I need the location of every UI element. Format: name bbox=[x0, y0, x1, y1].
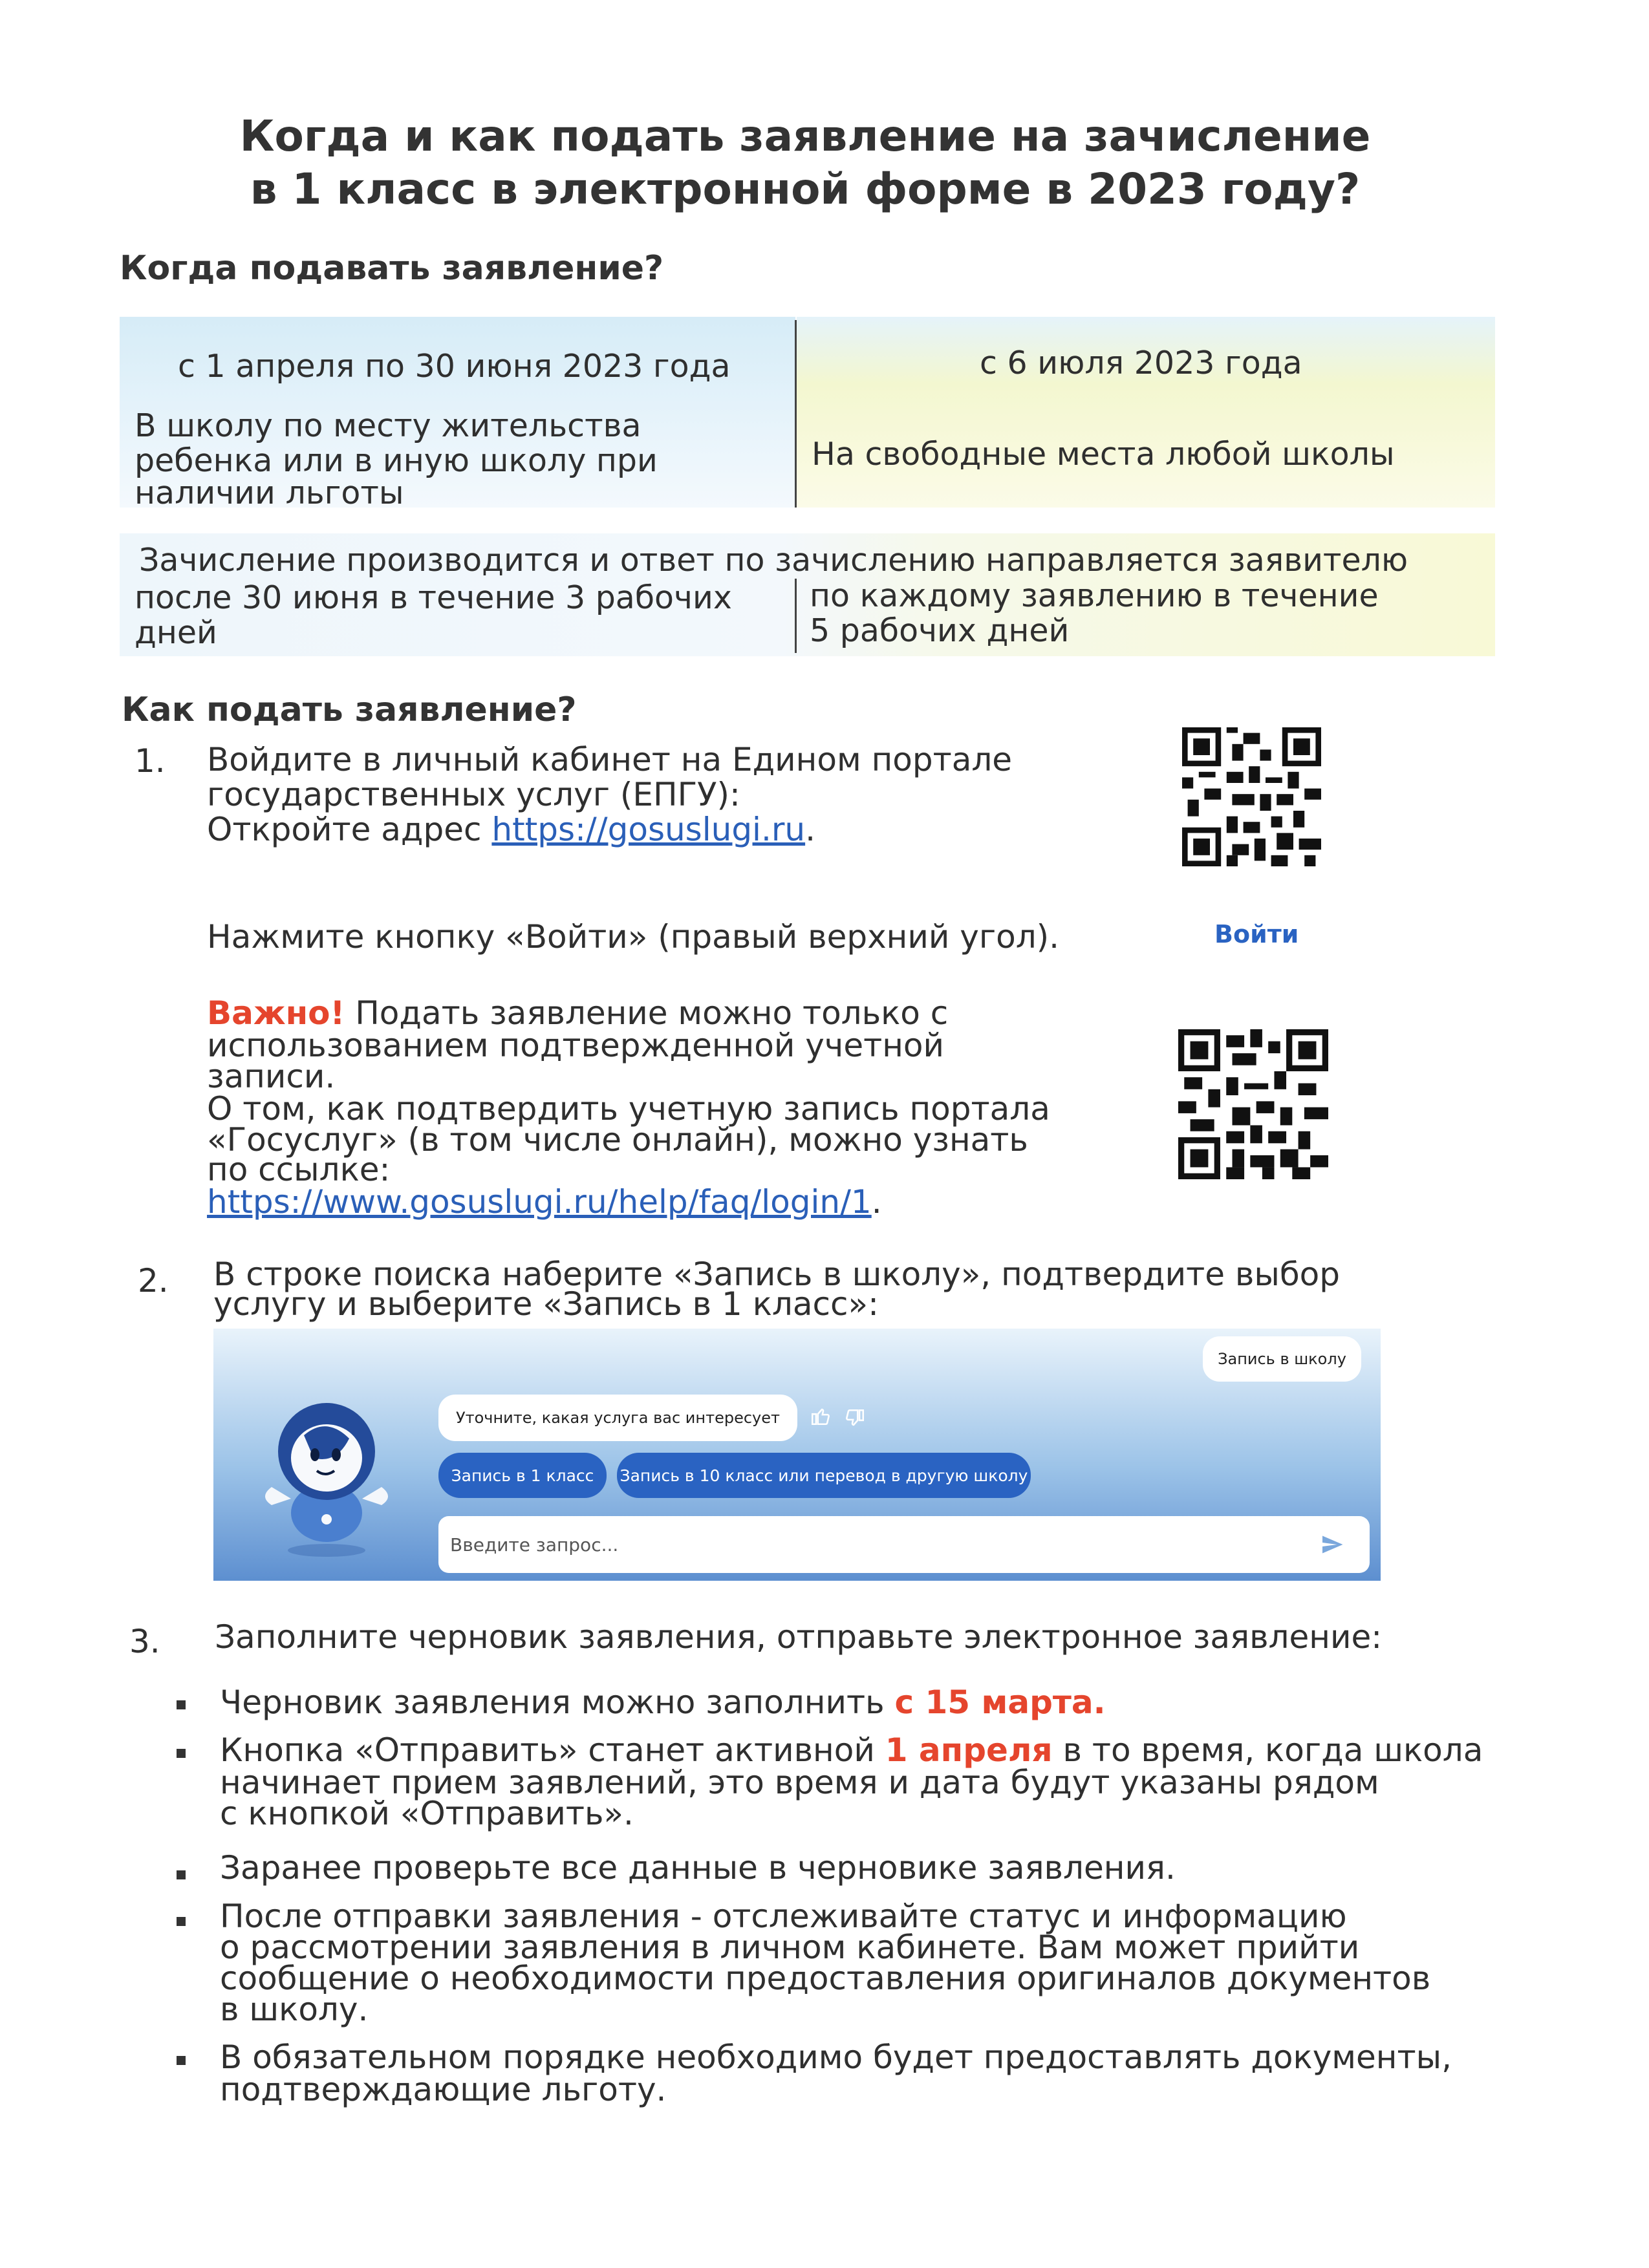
robot-assistant-icon bbox=[252, 1390, 401, 1565]
title-line-2: в 1 класс в электронной форме в 2023 году? bbox=[250, 164, 1361, 214]
important-label: Важно! bbox=[207, 994, 345, 1032]
open-suffix: . bbox=[805, 811, 815, 848]
bullet-5-line: В обязательном порядке необходимо будет предоставлять документы, bbox=[220, 2038, 1452, 2076]
enroll-left-line: после 30 июня в течение 3 рабочих bbox=[135, 579, 732, 616]
desc-right: На свободные места любой школы bbox=[812, 436, 1395, 473]
bullet-icon bbox=[177, 1700, 186, 1709]
step-2-line: услугу и выберите «Запись в 1 класс»: bbox=[213, 1285, 879, 1323]
important-line: записи. bbox=[207, 1058, 336, 1095]
when-heading: Когда подавать заявление? bbox=[120, 249, 664, 288]
important-line: по ссылке: bbox=[207, 1151, 391, 1188]
enroll-divider bbox=[795, 579, 797, 653]
faq-suffix: . bbox=[871, 1183, 882, 1221]
important-line-1 bbox=[207, 996, 1050, 1031]
open-prefix: Откройте адрес bbox=[207, 811, 492, 848]
important-line: О том, как подтвердить учетную запись портала bbox=[207, 1090, 1050, 1128]
bullet-2-line: начинает прием заявлений, это время и дата будут указаны рядом bbox=[220, 1764, 1379, 1801]
step-1-line: государственных услуг (ЕПГУ): bbox=[207, 776, 740, 813]
how-heading: Как подать заявление? bbox=[122, 690, 577, 729]
qr-code-icon[interactable] bbox=[1178, 1029, 1328, 1179]
enroll-right bbox=[810, 579, 1379, 648]
bullet-2-line: с кнопкой «Отправить». bbox=[220, 1795, 634, 1832]
send-icon[interactable] bbox=[1319, 1533, 1345, 1556]
bullet-4-line: сообщение о необходимости предоставления оригиналов документов bbox=[220, 1960, 1431, 1997]
enroll-right-line: 5 рабочих дней bbox=[810, 612, 1070, 649]
bullet-1-text: Черновик заявления можно заполнить bbox=[220, 1684, 895, 1721]
title-line-1: Когда и как подать заявление на зачисление bbox=[239, 111, 1371, 161]
bullet-2-line-1 bbox=[220, 1733, 1483, 1768]
bullet-icon bbox=[177, 1749, 186, 1758]
thumbs-up-icon[interactable] bbox=[810, 1405, 832, 1427]
assistant-chat-panel bbox=[213, 1329, 1381, 1581]
desc-left-line: ребенка или в иную школу при bbox=[135, 442, 658, 479]
important-line: использованием подтвержденной учетной bbox=[207, 1027, 945, 1064]
period-left: с 1 апреля по 30 июня 2023 года bbox=[178, 348, 731, 385]
enroll-left bbox=[135, 581, 732, 650]
bullet-2-prefix: Кнопка «Отправить» станет активной bbox=[220, 1731, 885, 1769]
enroll-right-line: по каждому заявлению в течение bbox=[810, 577, 1379, 614]
bullet-icon bbox=[177, 1917, 186, 1926]
option-first-grade-button[interactable]: Запись в 1 класс bbox=[438, 1453, 607, 1498]
desc-left-line: В школу по месту жительства bbox=[135, 407, 641, 444]
faq-link[interactable]: https://www.gosuslugi.ru/help/faq/login/1 bbox=[207, 1183, 872, 1221]
desc-left bbox=[135, 409, 658, 511]
bullet-1-highlight: с 15 марта. bbox=[894, 1684, 1106, 1721]
enroll-left-line: дней bbox=[135, 614, 217, 651]
important-line: «Госуслуг» (в том числе онлайн), можно узнать bbox=[207, 1121, 1028, 1159]
bullet-2 bbox=[220, 1733, 1483, 1831]
step-1-text bbox=[207, 742, 1012, 847]
step-3-text: Заполните черновик заявления, отправьте электронное заявление: bbox=[215, 1618, 1383, 1656]
chat-search-input[interactable] bbox=[438, 1516, 1370, 1573]
step-1-number: 1. bbox=[135, 742, 166, 780]
step-2-text bbox=[213, 1257, 1340, 1321]
desc-left-line: наличии льготы bbox=[135, 475, 404, 511]
document-title bbox=[0, 110, 1610, 216]
bullet-5-line: подтверждающие льготу. bbox=[220, 2071, 667, 2108]
option-tenth-grade-button[interactable]: Запись в 10 класс или перевод в другую школу bbox=[617, 1453, 1031, 1498]
thumbs-down-icon[interactable] bbox=[844, 1407, 866, 1429]
step-2-number: 2. bbox=[138, 1262, 169, 1300]
important-block bbox=[207, 996, 1050, 1219]
user-bubble: Запись в школу bbox=[1203, 1336, 1361, 1382]
open-address-line bbox=[207, 812, 1012, 847]
faq-line bbox=[207, 1184, 1050, 1219]
enroll-heading: Зачисление производится и ответ по зачислению направляется заявителю bbox=[139, 542, 1408, 579]
bullet-2-highlight: 1 апреля bbox=[885, 1731, 1053, 1769]
step-1-line: Войдите в личный кабинет на Едином портале bbox=[207, 741, 1013, 778]
bullet-5 bbox=[220, 2040, 1452, 2107]
press-login-text: Нажмите кнопку «Войти» (правый верхний угол). bbox=[207, 918, 1060, 956]
step-3-number: 3. bbox=[129, 1623, 160, 1660]
gosuslugi-link[interactable]: https://gosuslugi.ru bbox=[491, 811, 806, 848]
bot-bubble: Уточните, какая услуга вас интересует bbox=[438, 1395, 797, 1441]
bullet-4-line: о рассмотрении заявления в личном кабинете. Вам может прийти bbox=[220, 1929, 1360, 1966]
bullet-4-line: После отправки заявления - отслеживайте статус и информацию bbox=[220, 1898, 1347, 1935]
bullet-4 bbox=[220, 1899, 1430, 2027]
bullet-3: Заранее проверьте все данные в черновике заявления. bbox=[220, 1849, 1176, 1887]
qr-code-icon[interactable] bbox=[1182, 727, 1321, 866]
bullet-icon bbox=[177, 1870, 186, 1879]
step-2-line: В строке поиска наберите «Запись в школу», подтвердите выбор bbox=[213, 1256, 1340, 1293]
chat-input-placeholder: Введите запрос... bbox=[450, 1534, 619, 1556]
bullet-2-suffix: в то время, когда школа bbox=[1052, 1731, 1483, 1769]
bullet-4-line: в школу. bbox=[220, 1991, 369, 2028]
bullet-1 bbox=[220, 1685, 1106, 1720]
period-right: с 6 июля 2023 года bbox=[980, 345, 1302, 381]
table-divider bbox=[795, 320, 797, 508]
bullet-icon bbox=[177, 2056, 186, 2065]
login-button[interactable]: Войти bbox=[1214, 920, 1299, 948]
important-text: Подать заявление можно только с bbox=[345, 994, 949, 1032]
